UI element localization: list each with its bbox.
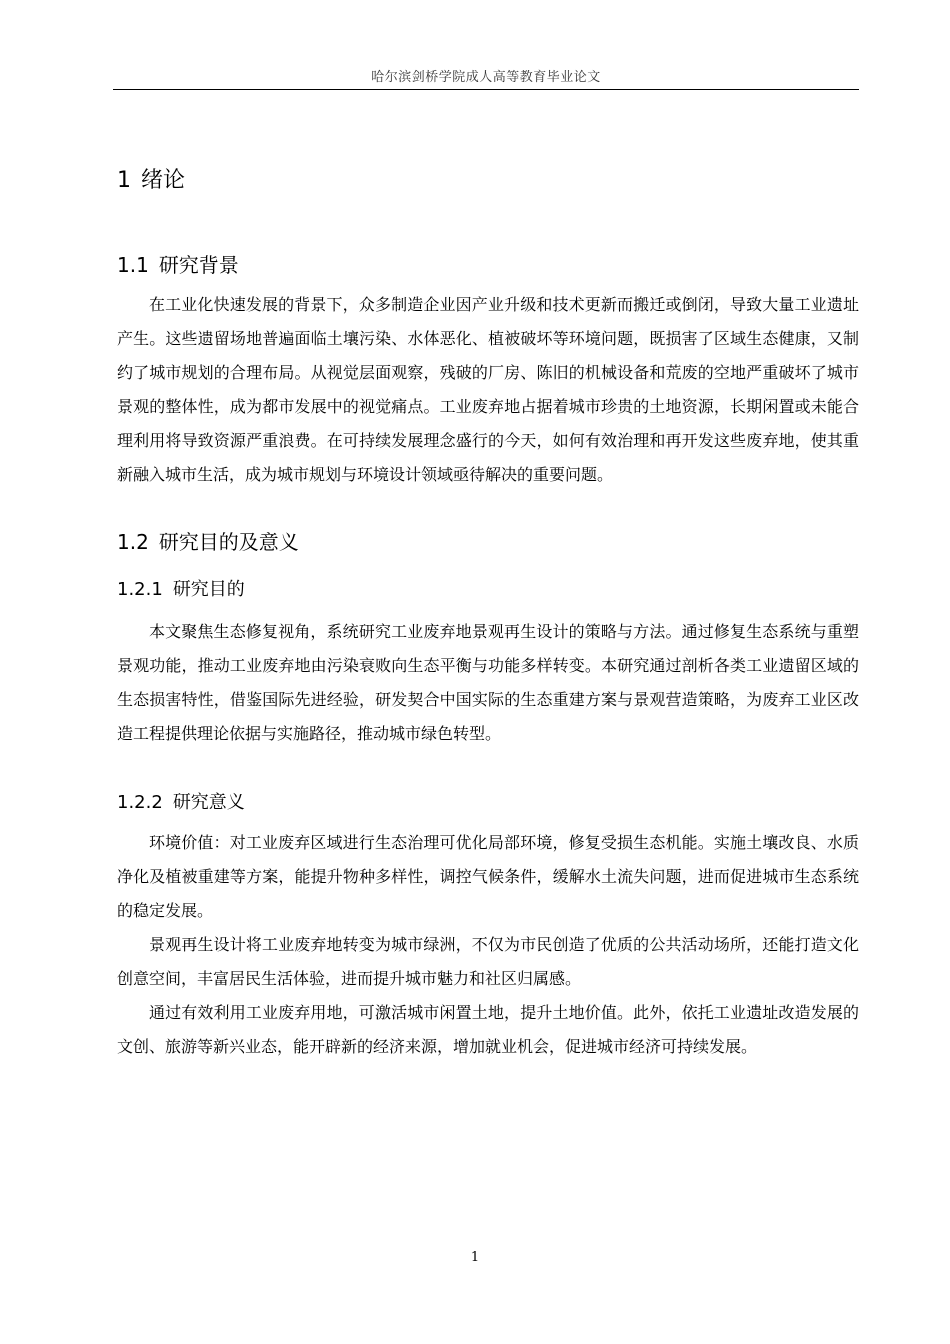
page-number: 1 xyxy=(470,1250,480,1265)
significance-paragraph-landscape: 景观再生设计将工业废弃地转变为城市绿洲，不仅为市民创造了优质的公共活动场所，还能打造文化创意空间，丰富居民生活体验，进而提升城市魅力和社区归属感。 xyxy=(117,935,859,988)
chapter-heading xyxy=(117,163,185,194)
purpose-paragraph: 本文聚焦生态修复视角，系统研究工业废弃地景观再生设计的策略与方法。通过修复生态系统与重塑景观功能，推动工业废弃地由污染衰败向生态平衡与功能多样转变。本研究通过剖析各类工业遗留区域的生态损害特性，借鉴国际先进经验，研发契合中国实际的生态重建方案与景观营造策略，为废弃工业区改造工程提供理论依据与实施路径，推动城市绿色转型。 xyxy=(117,622,859,743)
subsection-number: 1.2.2 xyxy=(117,792,163,813)
header-divider xyxy=(113,89,859,90)
significance-paragraph-environment: 环境价值：对工业废弃区域进行生态治理可优化局部环境，修复受损生态机能。实施土壤改良、水质净化及植被重建等方案，能提升物种多样性，调控气候条件，缓解水土流失问题，进而促进城市生态系统的稳定发展。 xyxy=(117,833,859,920)
section-number: 1.2 xyxy=(117,530,149,554)
running-header: 哈尔滨剑桥学院成人高等教育毕业论文 xyxy=(371,70,601,85)
section-heading-background xyxy=(117,249,239,278)
chapter-number: 1 xyxy=(117,168,131,193)
subsection-title: 研究目的 xyxy=(172,579,245,600)
section-number: 1.1 xyxy=(117,253,149,277)
background-paragraph: 在工业化快速发展的背景下，众多制造企业因产业升级和技术更新而搬迁或倒闭，导致大量工业遗址产生。这些遗留场地普遍面临土壤污染、水体恶化、植被破坏等环境问题，既损害了区域生态健康，又制约了城市规划的合理布局。从视觉层面观察，残破的厂房、陈旧的机械设备和荒废的空地严重破坏了城市景观的整体性，成为都市发展中的视觉痛点。工业废弃地占据着城市珍贵的土地资源，长期闲置或未能合理利用将导致资源严重浪费。在可持续发展理念盛行的今天，如何有效治理和再开发这些废弃地，使其重新融入城市生活，成为城市规划与环境设计领域亟待解决的重要问题。 xyxy=(117,295,859,484)
section-title: 研究目的及意义 xyxy=(158,530,299,554)
subsection-heading-significance xyxy=(117,788,245,814)
significance-paragraph-economy: 通过有效利用工业废弃用地，可激活城市闲置土地，提升土地价值。此外，依托工业遗址改造发展的文创、旅游等新兴业态，能开辟新的经济来源，增加就业机会，促进城市经济可持续发展。 xyxy=(117,1003,859,1056)
section-title: 研究背景 xyxy=(158,253,239,277)
section-heading-purpose-significance xyxy=(117,526,299,555)
chapter-title: 绪论 xyxy=(141,168,186,193)
subsection-heading-purpose xyxy=(117,575,245,601)
subsection-number: 1.2.1 xyxy=(117,579,163,600)
subsection-title: 研究意义 xyxy=(172,792,245,813)
